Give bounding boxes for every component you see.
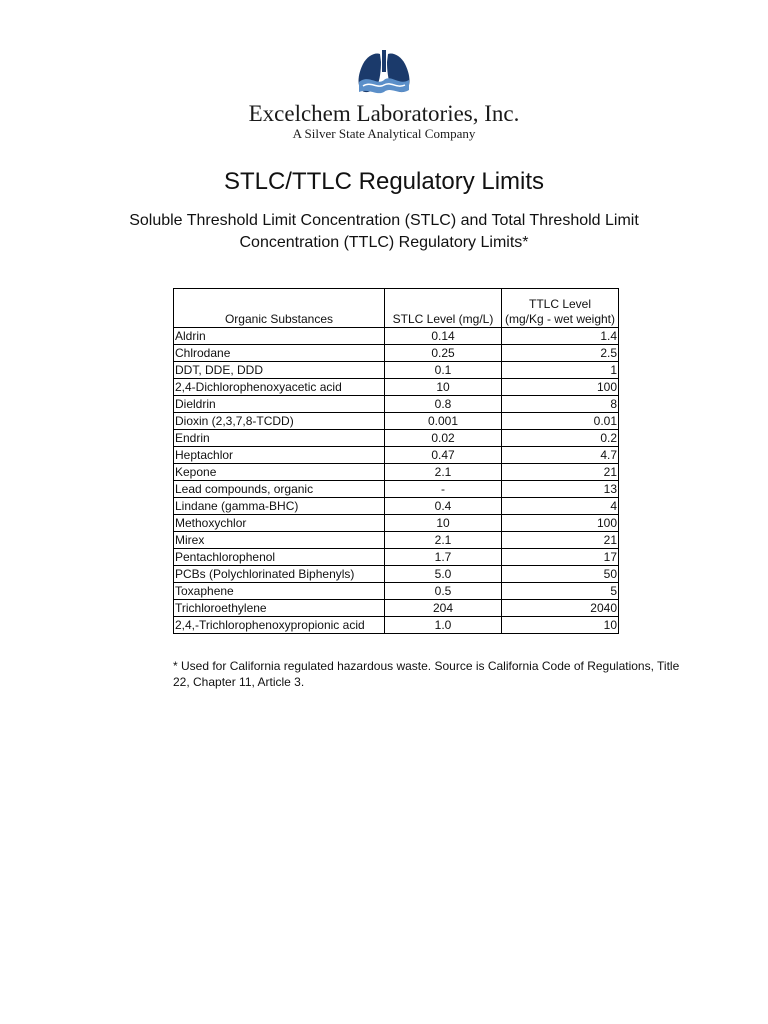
stlc-cell: 2.1 (385, 464, 502, 481)
company-name: Excelchem Laboratories, Inc. (248, 101, 520, 126)
substance-cell: 2,4,-Trichlorophenoxypropionic acid (174, 617, 385, 634)
ttlc-cell: 8 (502, 396, 619, 413)
stlc-cell: 0.1 (385, 362, 502, 379)
ttlc-cell: 10 (502, 617, 619, 634)
column-header-line1: TTLC Level (528, 297, 592, 311)
substance-cell: Mirex (174, 532, 385, 549)
substance-cell: PCBs (Polychlorinated Biphenyls) (174, 566, 385, 583)
column-header-line2: (mg/Kg - wet weight) (504, 312, 616, 326)
table-row (174, 549, 619, 566)
substance-cell: Toxaphene (174, 583, 385, 600)
table-row (174, 532, 619, 549)
ttlc-cell: 4 (502, 498, 619, 515)
table-header-row (174, 289, 619, 328)
table-row (174, 498, 619, 515)
table-row (174, 413, 619, 430)
company-tagline: A Silver State Analytical Company (292, 126, 476, 141)
table-row (174, 464, 619, 481)
page-title: STLC/TTLC Regulatory Limits (223, 168, 545, 195)
column-header-line2: Organic Substances (224, 312, 334, 326)
stlc-cell: 0.47 (385, 447, 502, 464)
stlc-cell: 1.0 (385, 617, 502, 634)
substance-cell: DDT, DDE, DDD (174, 362, 385, 379)
ttlc-cell: 50 (502, 566, 619, 583)
table-body (174, 328, 619, 634)
substance-cell: Dieldrin (174, 396, 385, 413)
table-row (174, 396, 619, 413)
stlc-cell: 10 (385, 515, 502, 532)
ttlc-cell: 4.7 (502, 447, 619, 464)
stlc-cell: 0.02 (385, 430, 502, 447)
substance-cell: Heptachlor (174, 447, 385, 464)
stlc-cell: 5.0 (385, 566, 502, 583)
table-row (174, 379, 619, 396)
stlc-cell: 2.1 (385, 532, 502, 549)
ttlc-cell: 21 (502, 464, 619, 481)
ttlc-cell: 2.5 (502, 345, 619, 362)
stlc-cell: - (385, 481, 502, 498)
substance-cell: Aldrin (174, 328, 385, 345)
stlc-cell: 10 (385, 379, 502, 396)
table-row (174, 362, 619, 379)
table-row (174, 583, 619, 600)
footnote: * Used for California regulated hazardous waste. Source is California Code of Regulations, Title 22, Chapter 11, Article 3. (173, 659, 680, 689)
substance-cell: Trichloroethylene (174, 600, 385, 617)
ttlc-cell: 17 (502, 549, 619, 566)
stlc-cell: 0.25 (385, 345, 502, 362)
table-row (174, 566, 619, 583)
table-row (174, 600, 619, 617)
ttlc-cell: 5 (502, 583, 619, 600)
ttlc-cell: 0.2 (502, 430, 619, 447)
substance-cell: Lindane (gamma-BHC) (174, 498, 385, 515)
substance-cell: Kepone (174, 464, 385, 481)
stlc-cell: 204 (385, 600, 502, 617)
table-row (174, 447, 619, 464)
ttlc-cell: 1 (502, 362, 619, 379)
ttlc-cell: 21 (502, 532, 619, 549)
substance-cell: Methoxychlor (174, 515, 385, 532)
substance-cell: Dioxin (2,3,7,8-TCDD) (174, 413, 385, 430)
table-row (174, 515, 619, 532)
substance-cell: Endrin (174, 430, 385, 447)
column-header-line2: STLC Level (mg/L) (392, 312, 494, 326)
stlc-cell: 0.4 (385, 498, 502, 515)
ttlc-cell: 1.4 (502, 328, 619, 345)
stlc-cell: 1.7 (385, 549, 502, 566)
table-header (174, 289, 619, 328)
column-header-stlc (385, 289, 502, 328)
ttlc-cell: 13 (502, 481, 619, 498)
regulatory-limits-table (173, 288, 619, 634)
logo-trachea-icon (382, 50, 386, 72)
stlc-cell: 0.001 (385, 413, 502, 430)
substance-cell: Lead compounds, organic (174, 481, 385, 498)
table-row (174, 345, 619, 362)
stlc-cell: 0.8 (385, 396, 502, 413)
substance-cell: 2,4-Dichlorophenoxyacetic acid (174, 379, 385, 396)
ttlc-cell: 2040 (502, 600, 619, 617)
page-subtitle: Soluble Threshold Limit Concentration (STLC) and Total Threshold Limit Concentration (TTLC) Regulatory Limits* (129, 212, 639, 251)
column-header-substances (174, 289, 385, 328)
table-row (174, 617, 619, 634)
table-row (174, 328, 619, 345)
table-row (174, 481, 619, 498)
stlc-cell: 0.14 (385, 328, 502, 345)
ttlc-cell: 100 (502, 515, 619, 532)
ttlc-cell: 100 (502, 379, 619, 396)
ttlc-cell: 0.01 (502, 413, 619, 430)
stlc-cell: 0.5 (385, 583, 502, 600)
substance-cell: Pentachlorophenol (174, 549, 385, 566)
substance-cell: Chlrodane (174, 345, 385, 362)
column-header-ttlc (502, 289, 619, 328)
excelchem-logo-icon (353, 50, 415, 98)
table-row (174, 430, 619, 447)
